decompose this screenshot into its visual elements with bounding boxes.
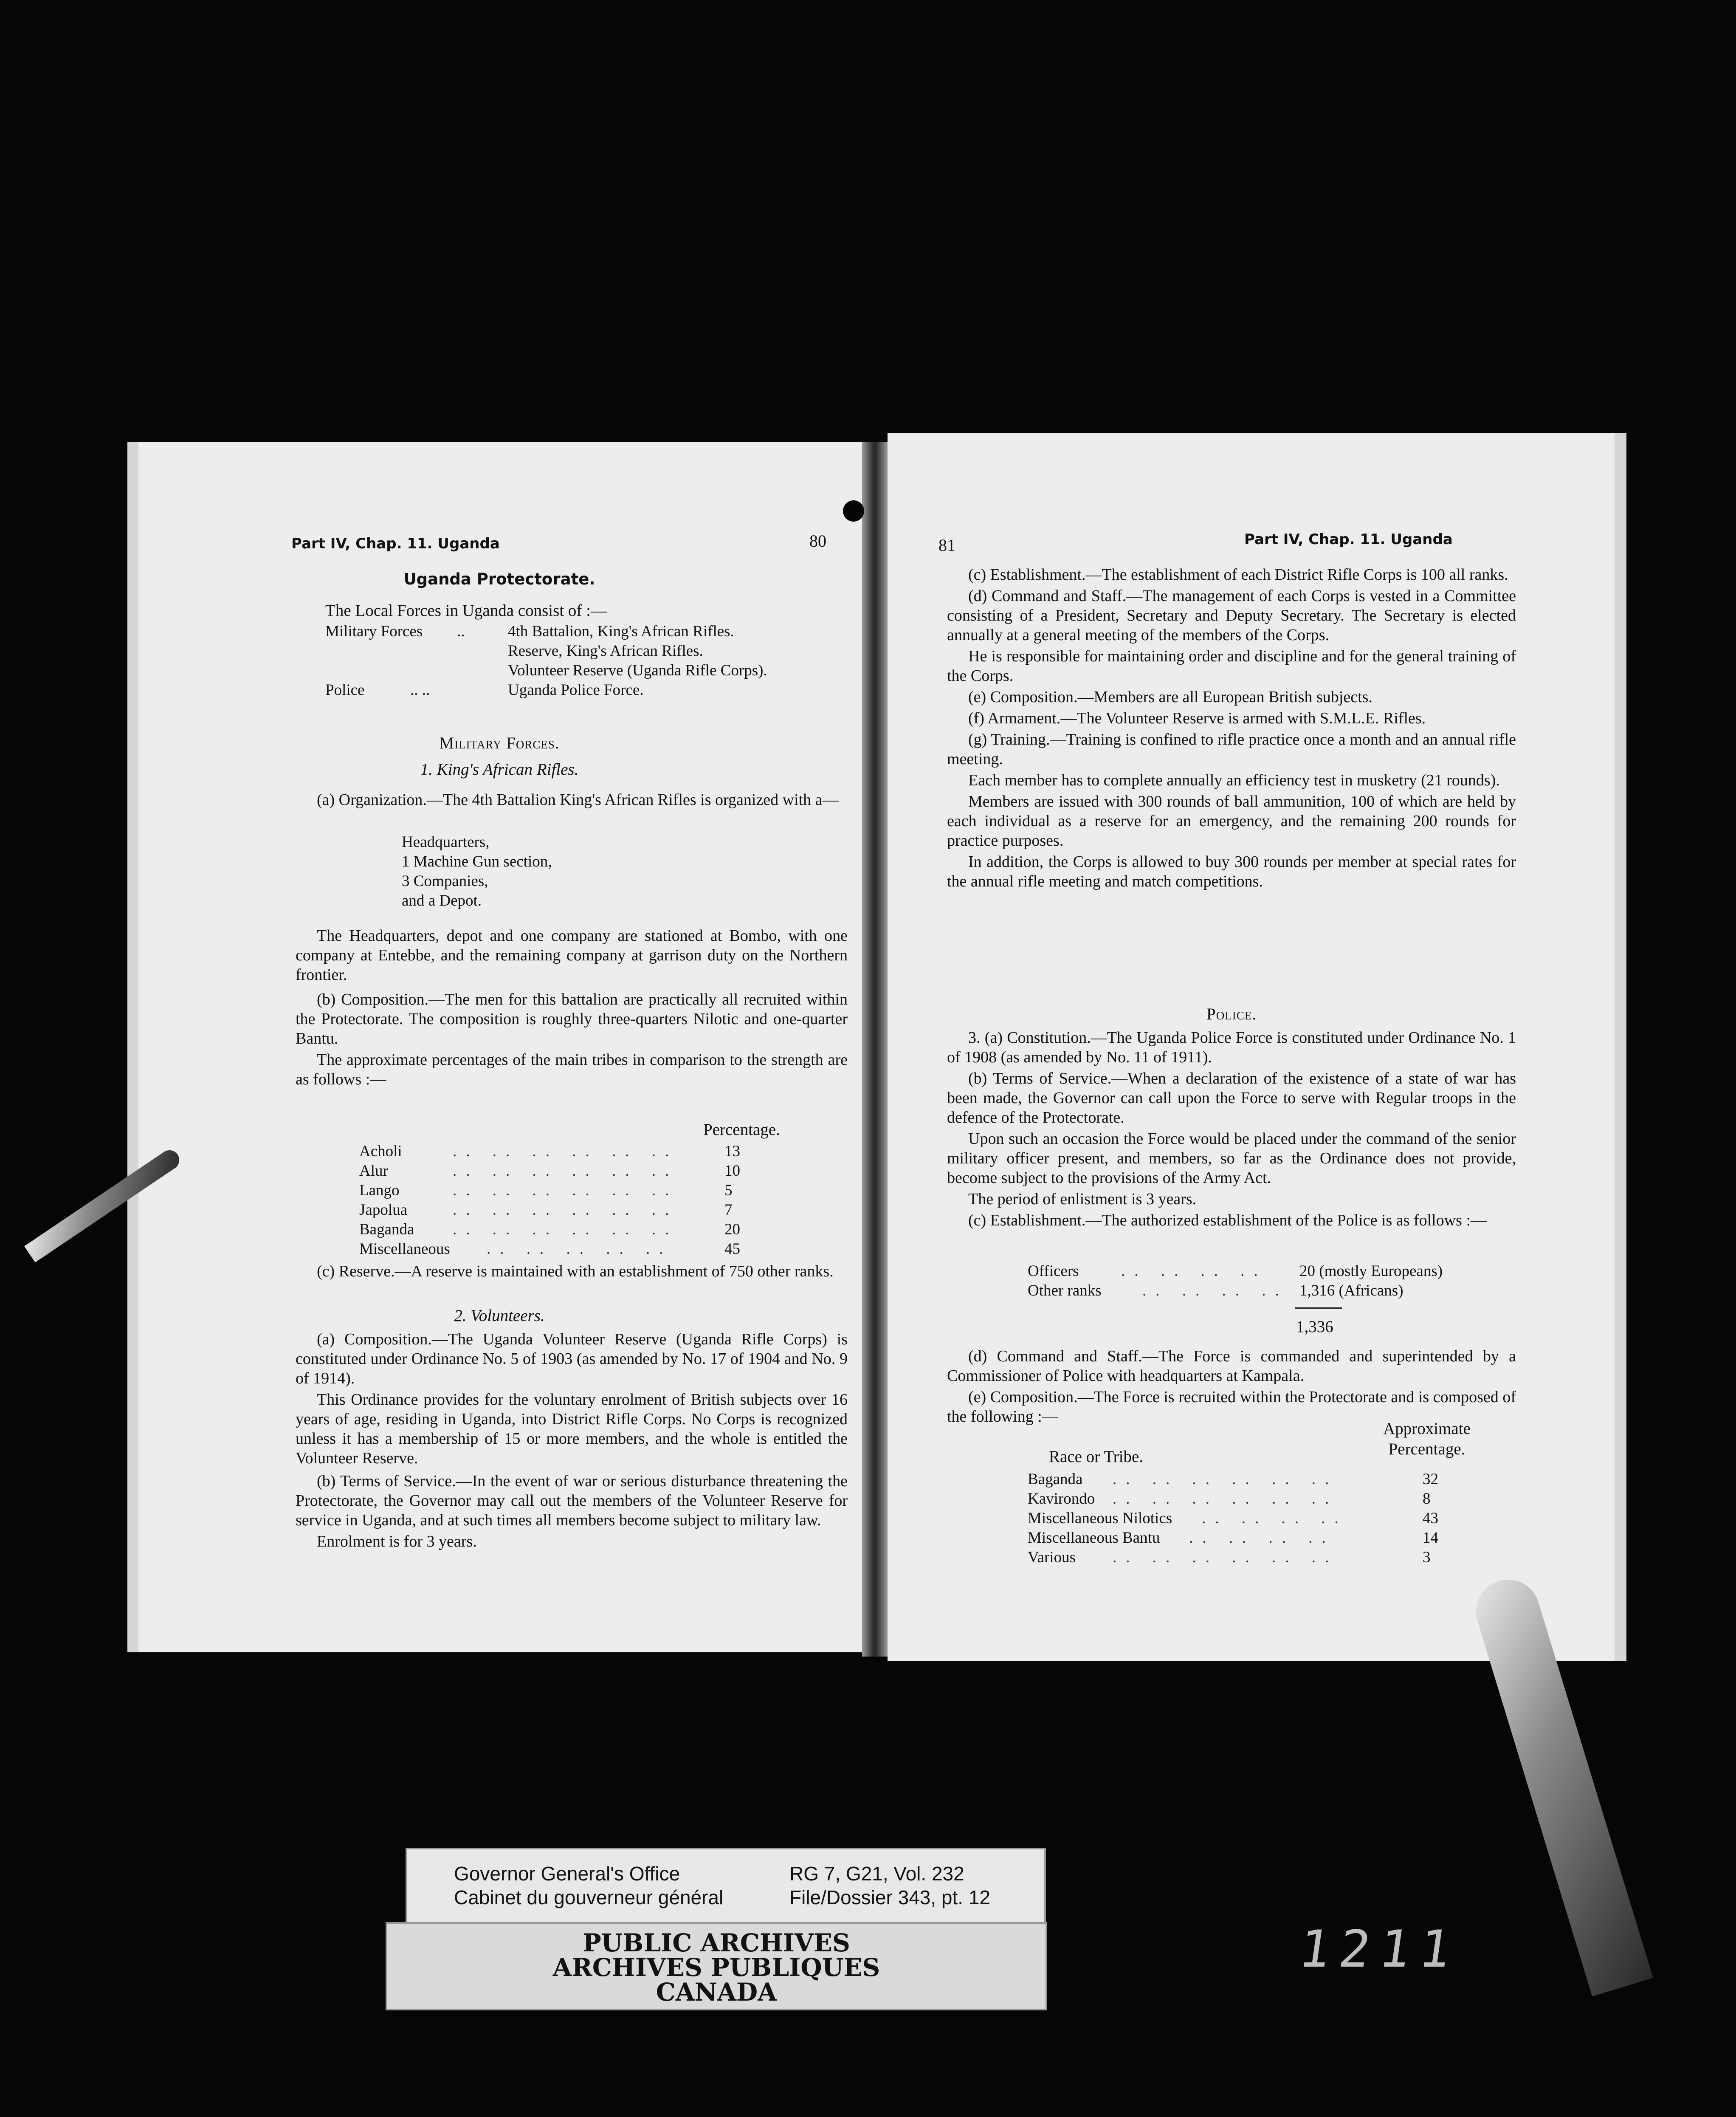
organization-item: 3 Companies, <box>402 872 488 890</box>
establishment-label: Officers <box>1028 1262 1079 1280</box>
tribe-name: Baganda <box>359 1221 414 1238</box>
left-body-1 <box>296 790 848 811</box>
right-page <box>888 433 1626 1661</box>
race-value: 43 <box>1423 1510 1438 1527</box>
frame-number: 1211 <box>1295 1920 1464 1979</box>
left-page <box>127 442 862 1652</box>
ordinance-paragraph: This Ordinance provides for the voluntary enrolment of British subjects over 16 years of age, residing in Uganda, into District Rifle Corps. No Corps is recognized unless it has a membership of 15 or more members, and the whole is entitled the Volunteer Reserve. <box>296 1391 848 1467</box>
total-rule <box>1295 1307 1342 1309</box>
establishment-corps: (c) Establishment.—The establishment of each District Rifle Corps is 100 all ranks. <box>968 566 1508 584</box>
police-terms: (b) Terms of Service.—When a declaration of the existence of a state of war has been made, the Governor can call upon the Force to serve with Regular troops in the defence of the Protectorate. <box>947 1070 1516 1126</box>
race-name: Miscellaneous Bantu <box>1028 1529 1160 1547</box>
terms-paragraph: (b) Terms of Service.—In the event of war or serious disturbance threatening the Protectorate, the Governor may call out the members of the Volunteer Reserve for service in Uganda, and at such times all members become subject to military law. <box>296 1472 848 1529</box>
races-table <box>1028 1470 1503 1567</box>
stationed-paragraph: The Headquarters, depot and one company are stationed at Bombo, with one company at Entebbe, and the remaining company at garrison duty on the Northern frontier. <box>296 927 848 984</box>
police-constitution: 3. (a) Constitution.—The Uganda Police Force is constituted under Ordinance No. 1 of 1908 (as amended by No. 11 of 1911). <box>947 1029 1516 1066</box>
establishment-label: Other ranks <box>1028 1282 1102 1299</box>
left-body-3 <box>296 1262 848 1283</box>
police-command-occasion: Upon such an occasion the Force would be placed under the command of the senior military officer present, and members, so far as the Ordinance does not provide, become subject to the provisions of the Army Act. <box>947 1130 1516 1187</box>
forces-intro: The Local Forces in Uganda consist of :— <box>325 601 607 620</box>
organization-paragraph: (a) Organization.—The 4th Battalion King's African Rifles is organized with a— <box>317 791 839 809</box>
table-row: Japolua .. .. .. .. .. .. 7 <box>359 1200 767 1220</box>
composition-paragraph: (b) Composition.—The men for this battalion are practically all recruited within the Protectorate. The composition is roughly three-quarters Nilotic and one-quarter Bantu. <box>296 991 848 1047</box>
police-heading: Police. <box>1206 1005 1257 1023</box>
tribe-value: 45 <box>724 1240 740 1258</box>
volunteers-composition: (a) Composition.—The Uganda Volunteer Reserve (Uganda Rifle Corps) is constituted under Ordinance No. 5 of 1903 (as amended by No. 17 of 1904 and No. 9 of 1914). <box>296 1330 848 1387</box>
organization-item: and a Depot. <box>402 892 482 909</box>
percentages-intro: The approximate percentages of the main tribes in comparison to the strength are as follows :— <box>296 1051 848 1088</box>
training-corps: (g) Training.—Training is confined to rifle practice once a month and an annual rifle meeting. <box>947 731 1516 768</box>
forces-value: 4th Battalion, King's African Rifles. <box>508 623 734 640</box>
musketry-test: Each member has to complete annually an efficiency test in musketry (21 rounds). <box>968 771 1500 789</box>
establishment-value: 1,316 (Africans) <box>1299 1282 1403 1299</box>
race-value: 8 <box>1423 1490 1431 1507</box>
table-row: Various .. .. .. .. .. .. 3 <box>1028 1548 1503 1567</box>
police-establishment: (c) Establishment.—The authorized establishment of the Police is as follows :— <box>968 1211 1487 1229</box>
archive-file: File/Dossier 343, pt. 12 <box>789 1886 991 1908</box>
forces-row-military <box>325 622 848 641</box>
ammunition-issue: Members are issued with 300 rounds of ball ammunition, 100 of which are held by each individual as a reserve for an emergency, and the remaining 200 rounds for practice purposes. <box>947 793 1516 850</box>
forces-value: Volunteer Reserve (Uganda Rifle Corps). <box>508 662 767 679</box>
section-title: Uganda Protectorate. <box>403 570 595 588</box>
table-row: Baganda .. .. .. .. .. .. 20 <box>359 1220 767 1239</box>
left-body-4 <box>296 1329 848 1553</box>
race-value: 32 <box>1423 1471 1438 1488</box>
establishment-total: 1,336 <box>1296 1318 1333 1336</box>
right-body-3 <box>947 1346 1516 1428</box>
kar-heading: 1. King's African Rifles. <box>420 760 579 779</box>
volunteers-heading: 2. Volunteers. <box>454 1307 545 1325</box>
right-body-2 <box>947 1028 1516 1232</box>
tribe-value: 5 <box>724 1182 733 1199</box>
right-body-1 <box>947 565 1516 893</box>
table-row: Acholi .. .. .. .. .. .. 13 <box>359 1142 767 1161</box>
tribe-value: 7 <box>724 1201 733 1219</box>
tribe-name: Miscellaneous <box>359 1240 450 1258</box>
tribe-value: 10 <box>724 1162 740 1180</box>
tribe-value: 13 <box>724 1143 740 1160</box>
command-corps: (d) Command and Staff.—The management of each Corps is vested in a Committee consisting of a President, Secretary and Deputy Secretary. The Secretary is elected annually at a general meeting of the members of the Corps. <box>947 587 1516 644</box>
organization-item: Headquarters, <box>402 833 490 851</box>
archive-stamp <box>386 1922 1047 2010</box>
forces-value: Uganda Police Force. <box>508 681 644 699</box>
race-name: Kavirondo <box>1028 1490 1095 1507</box>
archive-reference-label <box>406 1848 1046 1926</box>
race-value: 3 <box>1423 1549 1431 1566</box>
police-composition: (e) Composition.—The Force is recruited within the Protectorate and is composed of the following :— <box>947 1388 1516 1425</box>
approximate-header: Approximate <box>1383 1420 1471 1438</box>
table-row: Miscellaneous .. .. .. .. .. 45 <box>359 1239 767 1259</box>
table-row: Alur .. .. .. .. .. .. 10 <box>359 1161 767 1181</box>
race-header: Race or Tribe. <box>1049 1448 1144 1466</box>
ammunition-purchase: In addition, the Corps is allowed to buy 300 rounds per member at special rates for the annual rifle meeting and match competitions. <box>947 853 1516 890</box>
tribe-value: 20 <box>724 1221 740 1238</box>
binding-hole <box>843 500 864 522</box>
race-value: 14 <box>1423 1529 1438 1547</box>
left-body-2 <box>296 926 848 1091</box>
tribe-name: Alur <box>359 1162 388 1180</box>
forces-label: Police <box>325 681 365 699</box>
table-row: Other ranks .. .. .. .. 1,316 (Africans) <box>1028 1281 1516 1301</box>
percentage-header: Percentage. <box>703 1121 780 1139</box>
office-en: Governor General's Office <box>454 1863 680 1885</box>
forces-list <box>325 622 848 700</box>
composition-corps: (e) Composition.—Members are all European British subjects. <box>968 688 1372 706</box>
table-row: Baganda .. .. .. .. .. .. 32 <box>1028 1470 1503 1489</box>
table-row: Lango .. .. .. .. .. .. 5 <box>359 1181 767 1200</box>
enrolment-paragraph: Enrolment is for 3 years. <box>317 1533 477 1550</box>
armament-corps: (f) Armament.—The Volunteer Reserve is armed with S.M.L.E. Rifles. <box>968 709 1426 727</box>
leader-dots: .. .. <box>410 681 430 699</box>
table-row: Kavirondo .. .. .. .. .. .. 8 <box>1028 1489 1503 1509</box>
police-enlistment: The period of enlistment is 3 years. <box>968 1190 1197 1208</box>
book-gutter <box>862 442 888 1657</box>
tribes-table <box>359 1142 767 1259</box>
table-row: Miscellaneous Bantu .. .. .. .. 14 <box>1028 1528 1503 1548</box>
archive-reference: RG 7, G21, Vol. 232 <box>789 1863 964 1885</box>
establishment-table <box>1028 1262 1516 1301</box>
organization-item: 1 Machine Gun section, <box>402 853 552 870</box>
table-row: Miscellaneous Nilotics .. .. .. .. 43 <box>1028 1509 1503 1528</box>
tribe-name: Acholi <box>359 1143 402 1160</box>
tribe-name: Lango <box>359 1182 400 1199</box>
forces-label: Military Forces <box>325 623 423 640</box>
secretary-duty: He is responsible for maintaining order and discipline and for the general training of the Corps. <box>947 647 1516 685</box>
police-command-staff: (d) Command and Staff.—The Force is commanded and superintended by a Commissioner of Police with headquarters at Kampala. <box>947 1347 1516 1385</box>
military-forces-heading: Military Forces. <box>439 734 560 752</box>
stamp-line-1: PUBLIC ARCHIVES <box>583 1928 850 1957</box>
tribe-name: Japolua <box>359 1201 408 1219</box>
stamp-line-2: ARCHIVES PUBLIQUES <box>552 1953 880 1982</box>
stamp-line-3: CANADA <box>656 1978 777 2007</box>
race-name: Various <box>1028 1549 1076 1566</box>
race-name: Baganda <box>1028 1471 1083 1488</box>
percentage-column-header: Percentage. <box>1388 1440 1465 1458</box>
forces-value: Reserve, King's African Rifles. <box>508 642 703 660</box>
left-page-number: 80 <box>809 531 826 550</box>
reserve-paragraph: (c) Reserve.—A reserve is maintained with an establishment of 750 other ranks. <box>317 1262 834 1280</box>
table-row: Officers .. .. .. .. 20 (mostly Europeans) <box>1028 1262 1516 1281</box>
leader-dots: .. <box>457 623 465 640</box>
office-fr: Cabinet du gouverneur général <box>454 1886 724 1908</box>
forces-row-police <box>325 680 848 700</box>
race-name: Miscellaneous Nilotics <box>1028 1510 1172 1527</box>
organization-list <box>402 833 552 911</box>
right-page-number: 81 <box>938 536 955 555</box>
establishment-value: 20 (mostly Europeans) <box>1299 1262 1443 1280</box>
right-running-header: Part IV, Chap. 11. Uganda <box>1244 531 1453 548</box>
left-running-header: Part IV, Chap. 11. Uganda <box>291 535 500 552</box>
